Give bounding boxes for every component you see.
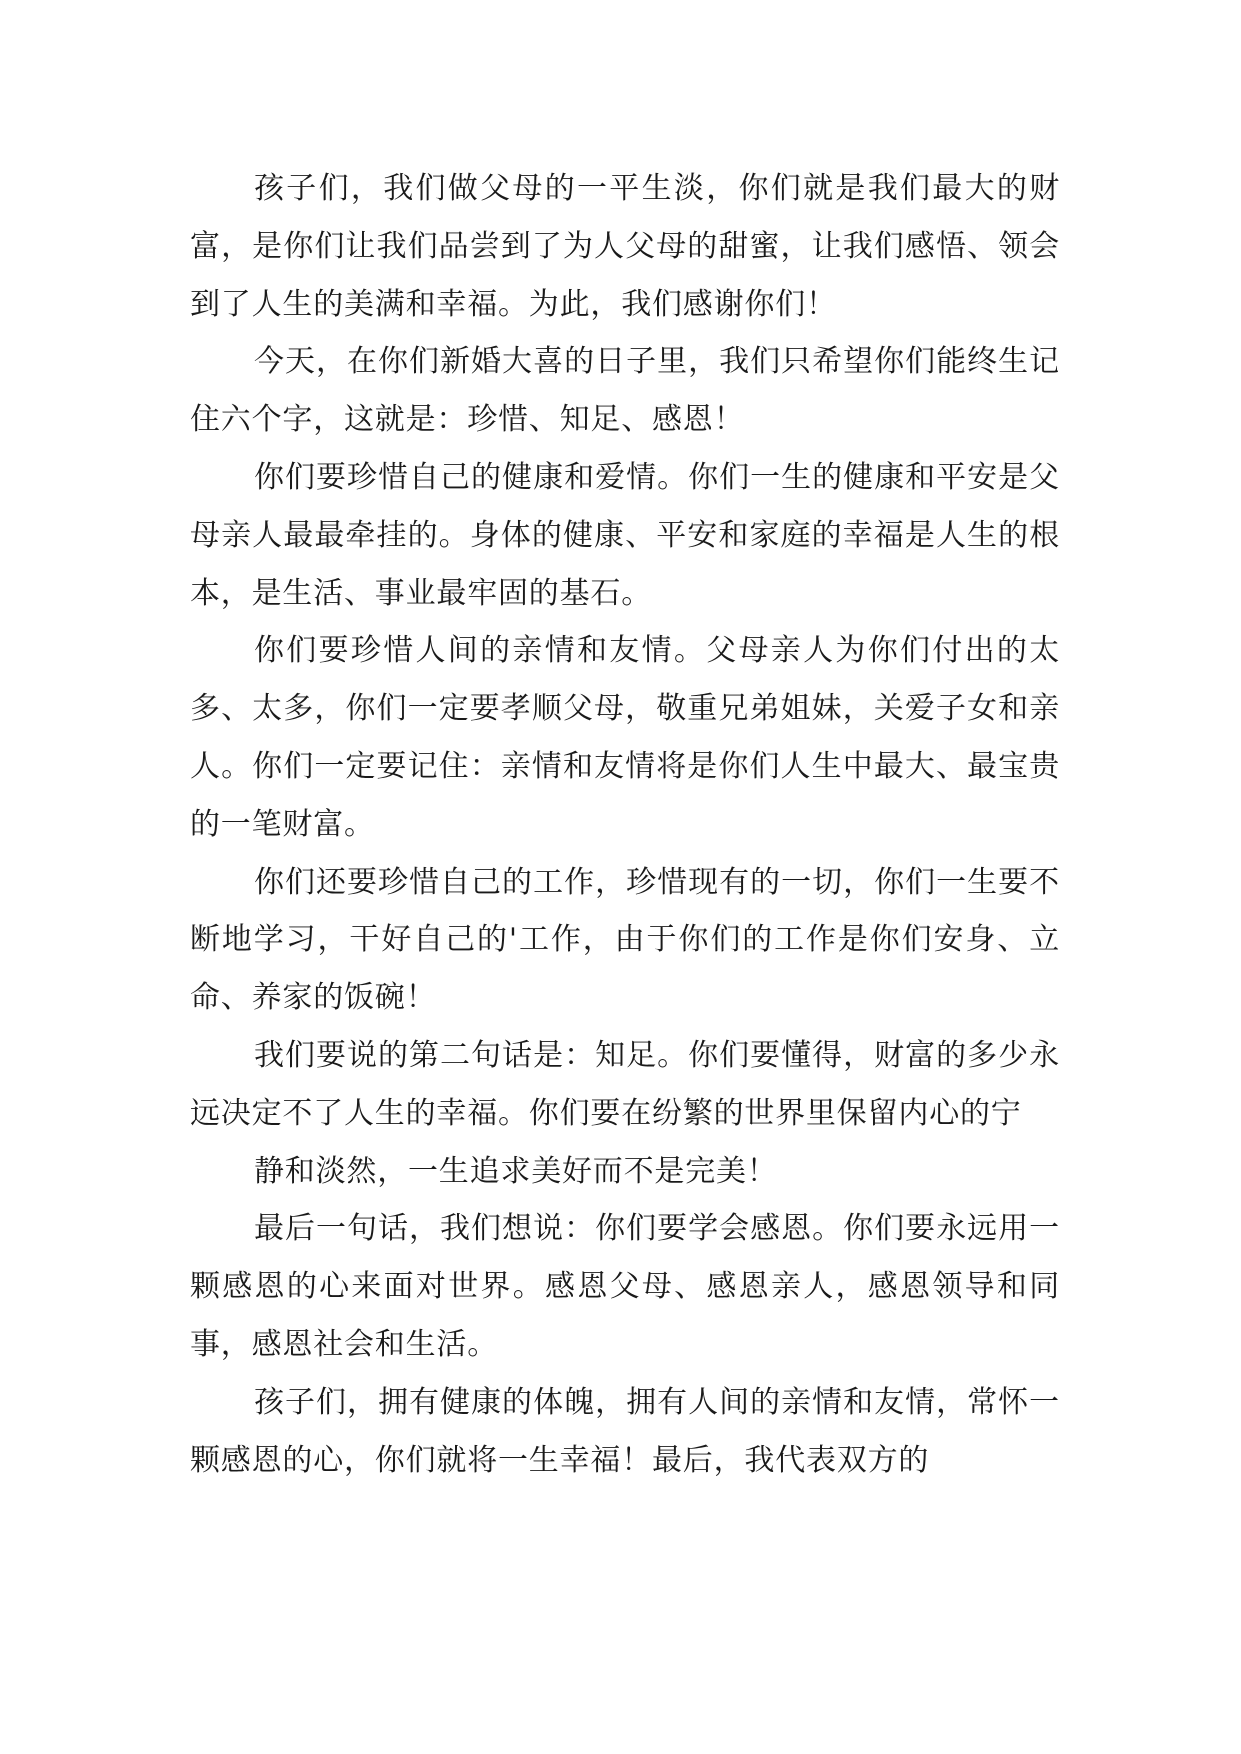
paragraph: 静和淡然，一生追求美好而不是完美！ (254, 1153, 778, 1189)
paragraph: 我们要说的第二句话是：知足。你们要懂得，财富的多少永远决定不了人生的幸福。你们要在纷繁的世界里保留内心的宁 (190, 1037, 1060, 1131)
paragraph: 你们要珍惜人间的亲情和友情。父母亲人为你们付出的太多、太多，你们一定要孝顺父母，敬重兄弟姐妹，关爱子女和亲人。你们一定要记住：亲情和友情将是你们人生中最大、最宝贵的一笔财富。 (190, 633, 1060, 842)
document-body (190, 160, 1060, 1489)
paragraph: 你们要珍惜自己的健康和爱情。你们一生的健康和平安是父母亲人最最牵挂的。身体的健康、平安和家庭的幸福是人生的根本，是生活、事业最牢固的基石。 (190, 459, 1060, 611)
paragraph: 今天，在你们新婚大喜的日子里，我们只希望你们能终生记住六个字，这就是：珍惜、知足、感恩！ (190, 344, 1060, 438)
paragraph: 孩子们，拥有健康的体魄，拥有人间的亲情和友情，常怀一颗感恩的心，你们就将一生幸福！最后，我代表双方的 (190, 1384, 1060, 1478)
paragraph: 孩子们，我们做父母的一平生淡，你们就是我们最大的财富，是你们让我们品尝到了为人父母的甜蜜，让我们感悟、领会到了人生的美满和幸福。为此，我们感谢你们！ (190, 171, 1060, 322)
paragraph: 最后一句话，我们想说：你们要学会感恩。你们要永远用一颗感恩的心来面对世界。感恩父母、感恩亲人，感恩领导和同事，感恩社会和生活。 (190, 1211, 1060, 1362)
paragraph: 你们还要珍惜自己的工作，珍惜现有的一切，你们一生要不断地学习，干好自己的'工作，由于你们的工作是你们安身、立命、养家的饭碗！ (190, 864, 1060, 1016)
